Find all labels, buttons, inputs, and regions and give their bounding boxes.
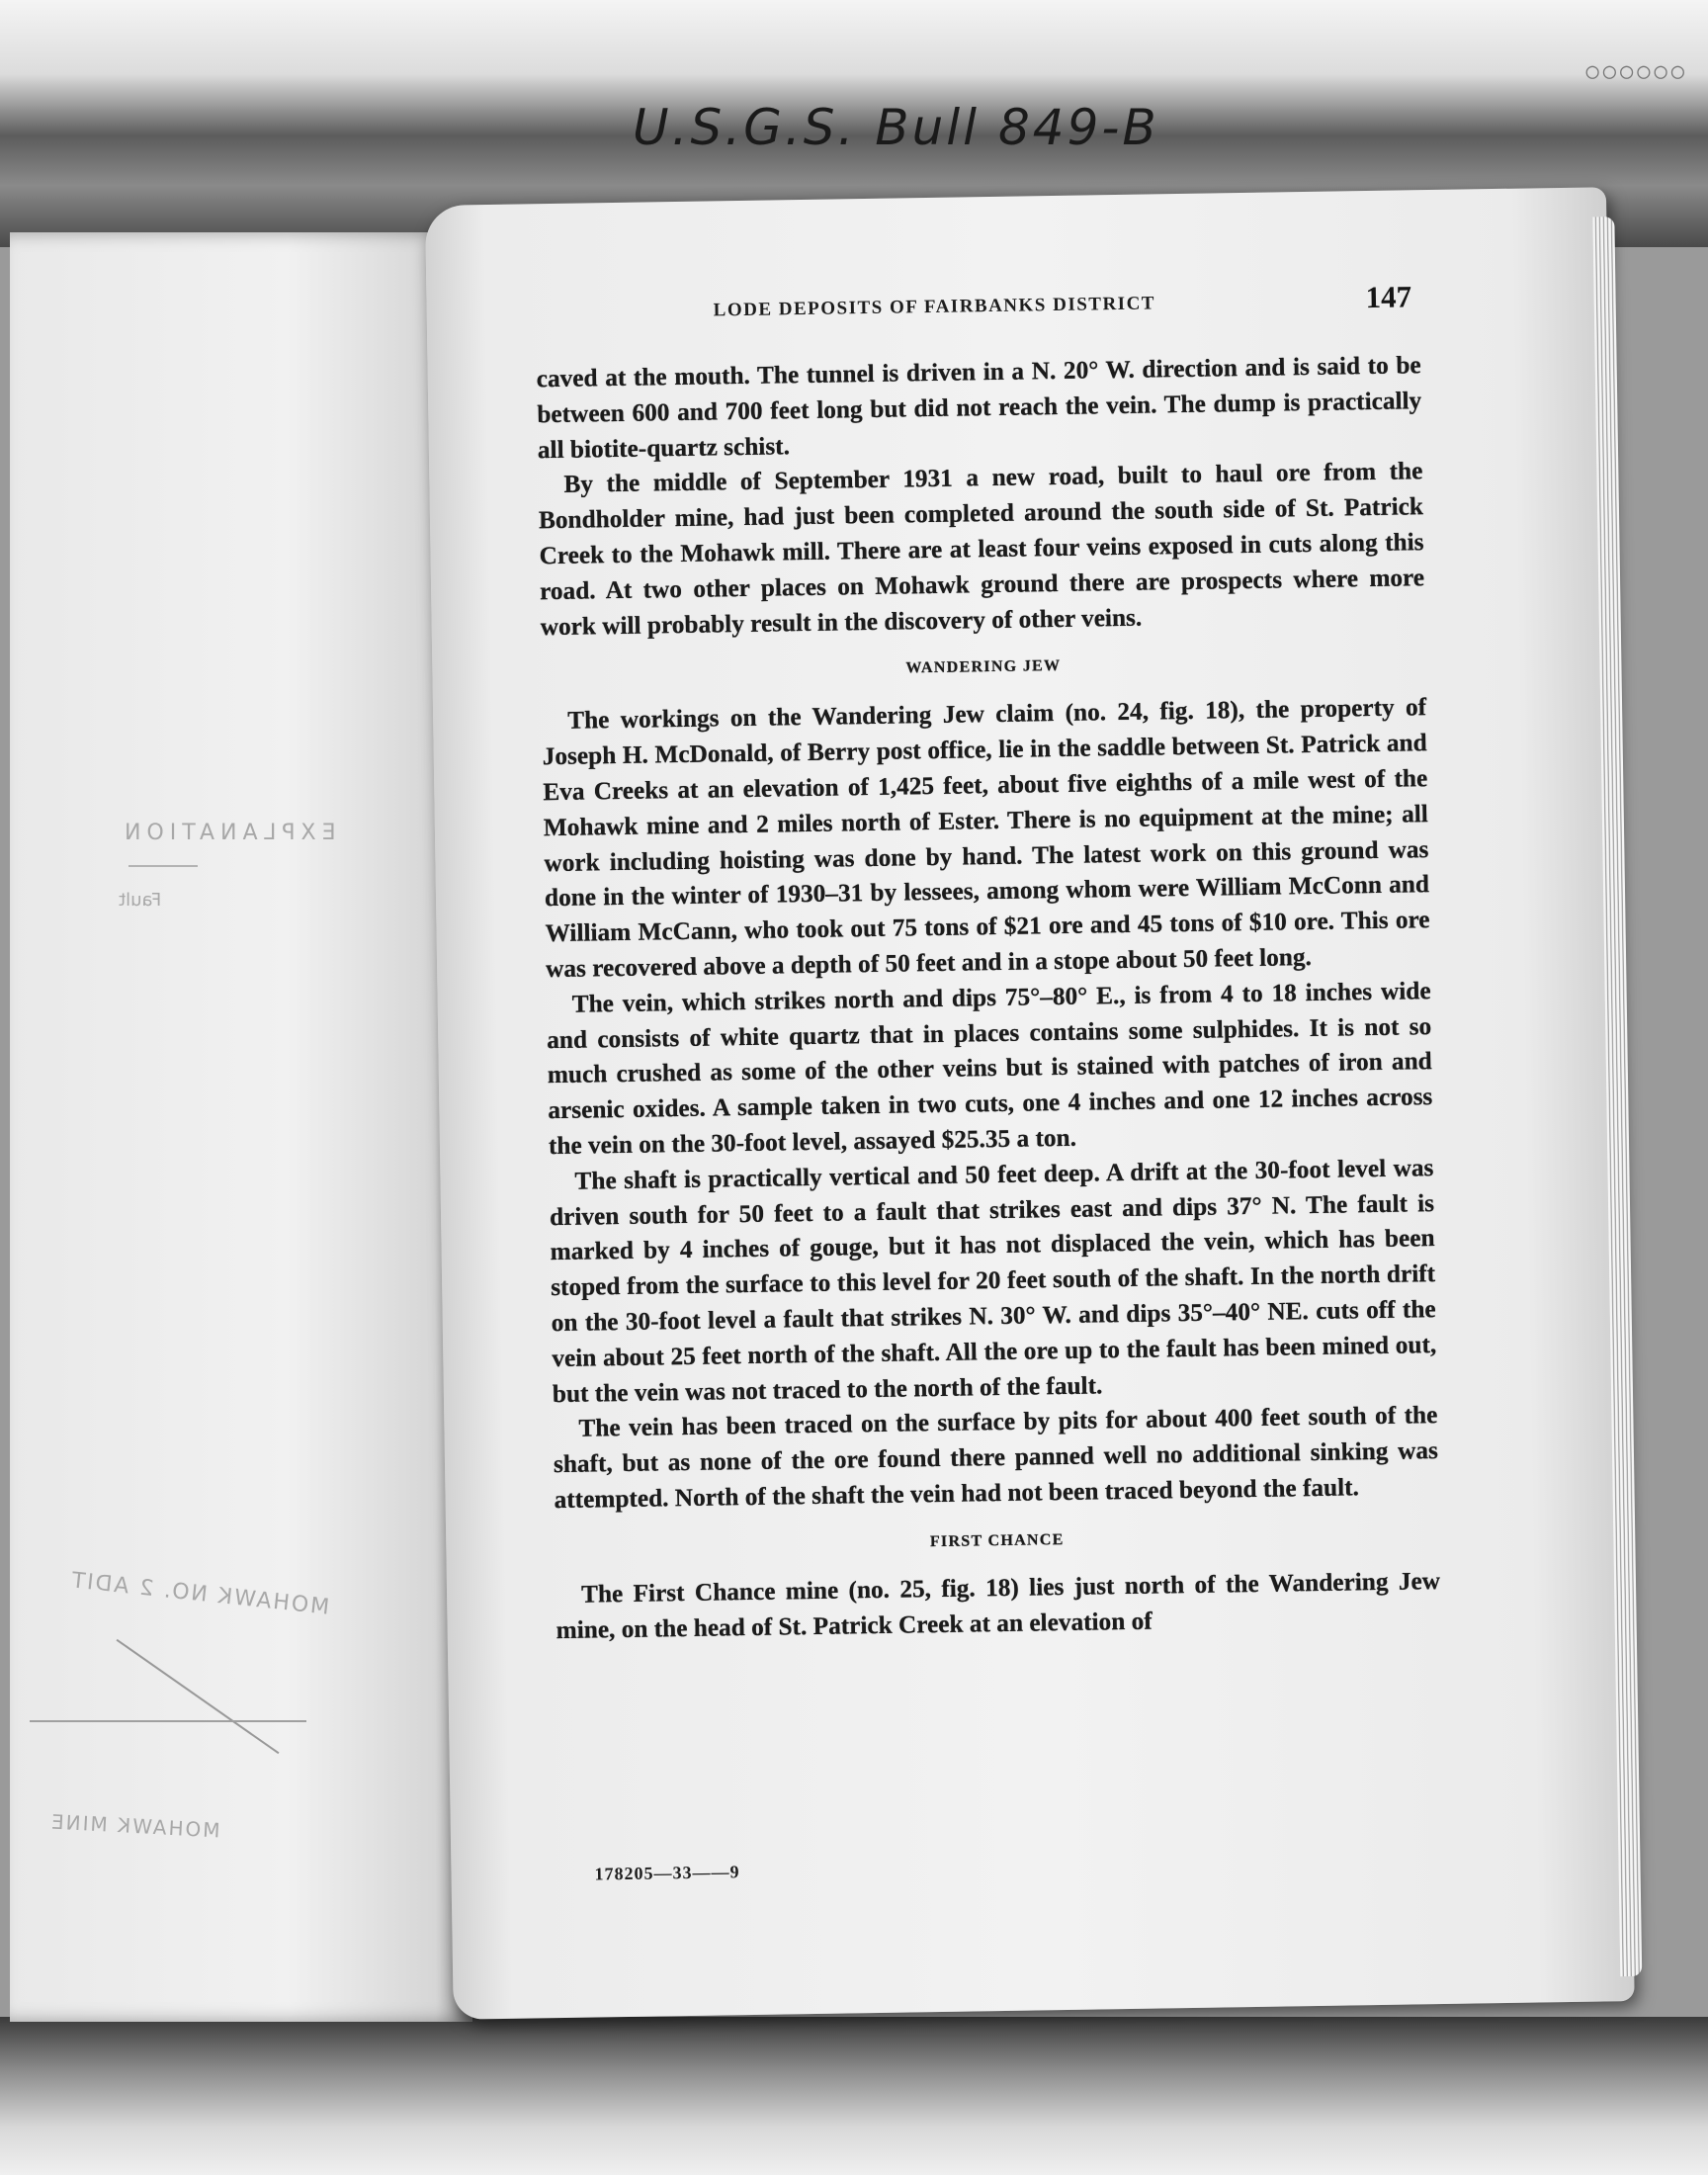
running-head xyxy=(427,279,1608,344)
ghost-explanation-label: EXPLANATION xyxy=(119,821,336,845)
paragraph: The workings on the Wandering Jew claim (no. 24, fig. 18), the property of Joseph H. McDonald, of Berry post office, lie in the saddle between St. Patrick and Eva Creeks at an elevation of 1,425 feet, about five eighths of a mile west of the Mohawk mine and 2 miles north of Ester. There is no equipment at the mine; all work including hoisting was done by hand. The latest work on this ground was done in the winter of 1930–31 by lessees, among whom were William McConn and William McCann, who took out 75 tons of $21 ore and 45 tons of $10 ore. This ore was recovered above a depth of 50 feet and in a stope about 50 feet long. xyxy=(542,693,1430,984)
paragraph: The vein, which strikes north and dips 75°–80° E., is from 4 to 18 inches wide and consists of white quartz that in places contains some sulphides. It is not so much crushed as some of the other veins but is stained with patches of iron and arsenic oxides. A sample taken in two cuts, one 4 inches and one 12 inches across the vein on the 30-foot level, assayed $25.35 a ton. xyxy=(547,976,1433,1161)
paragraph: The shaft is practically vertical and 50 feet deep. A drift at the 30-foot level was driven south for 50 feet to a fault that strikes east and dips 37° N. The fault is marked by 4 inches of gouge, but it has not displaced the vein, which has been stoped from the surface to this level for 20 feet south of the shaft. In the north drift on the 30-foot level a fault that strikes N. 30° W. and dips 35°–40° NE. cuts off the vein about 25 feet north of the shaft. All the ore up to the fault has been mined out, but the vein was not traced to the north of the fault. xyxy=(549,1153,1437,1408)
page-edges xyxy=(1592,217,1642,1976)
ghost-legend-line xyxy=(128,865,198,867)
paragraph: By the middle of September 1931 a new road, built to haul ore from the Bondholder mine, had just been completed around the south side of St. Patrick Creek to the Mohawk mill. There are at least four veins exposed in cuts along this road. At two other places on Mohawk ground there are prospects where more work will probably result in the discovery of other veins. xyxy=(538,457,1425,641)
section-heading: FIRST CHANCE xyxy=(929,1530,1065,1550)
page-number: 147 xyxy=(1365,279,1412,315)
footer-signature-mark: 178205—33——9 xyxy=(594,1862,740,1884)
paragraph: The First Chance mine (no. 25, fig. 18) lies just north of the Wandering Jew mine, on the head of St. Patrick Creek at an elevation of xyxy=(555,1566,1441,1644)
ghost-mohawk-mine-label: MOHAWK MINE xyxy=(48,1809,221,1843)
ghost-fault-label: Fault xyxy=(119,890,162,911)
ghost-map-line xyxy=(117,1639,280,1754)
ghost-mohawk-adit-label: MOHAWK NO. 2 ADIT xyxy=(68,1568,331,1620)
book-page xyxy=(425,187,1635,2020)
paragraph: The vein has been traced on the surface by pits for about 400 feet south of the shaft, but as none of the ore found there panned well no additional sinking was attempted. North of the shaft the vein had not been traced beyond the fault. xyxy=(553,1401,1439,1515)
paragraph: caved at the mouth. The tunnel is driven in a N. 20° W. direction and is said to be between 600 and 700 feet long but did not reach the vein. The dump is practically all biotite-quartz schist. xyxy=(536,351,1422,464)
running-head-title: LODE DEPOSITS OF FAIRBANKS DISTRICT xyxy=(713,293,1156,321)
body-text xyxy=(536,348,1440,1648)
ghost-map-line xyxy=(30,1720,306,1722)
scan-background-bottom xyxy=(0,2017,1708,2175)
section-heading: WANDERING JEW xyxy=(905,657,1062,677)
handwritten-reference-note: U.S.G.S. Bull 849-B xyxy=(633,99,1159,156)
left-page-facing xyxy=(10,232,472,2022)
binding-holes-marks: ○○○○○○ xyxy=(1585,59,1688,84)
